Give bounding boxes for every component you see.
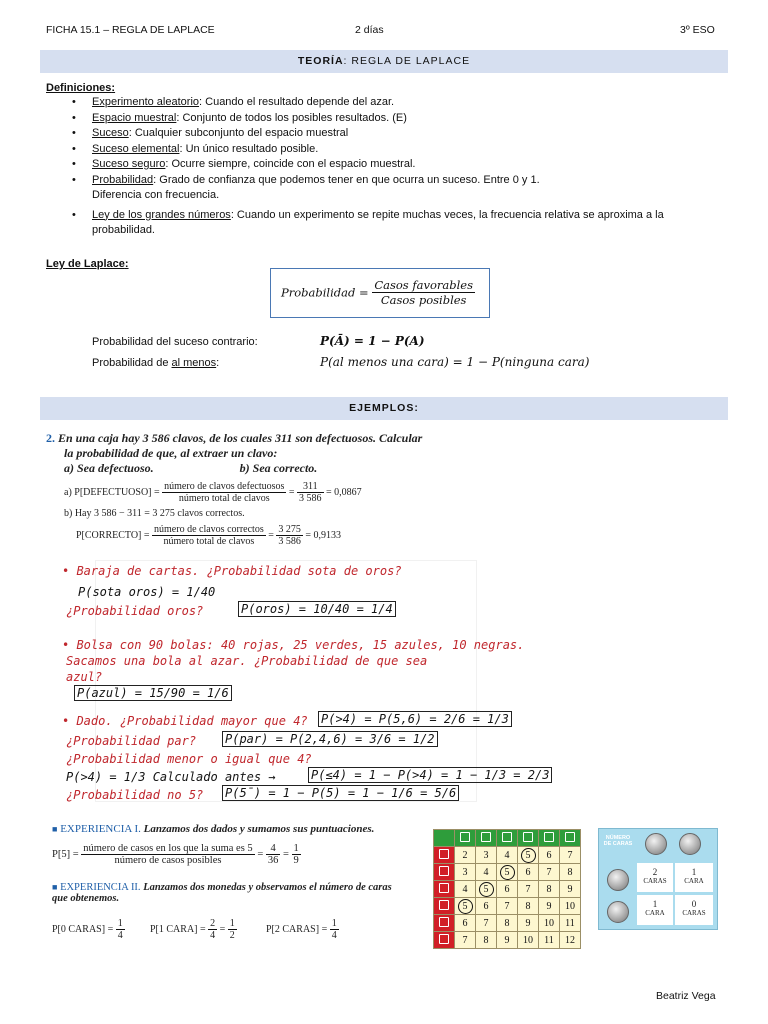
laplace-formula-box — [270, 268, 490, 318]
experiencia2-formula-2: P[2 CARAS] = $\frac{1}{4}$ — [266, 918, 337, 941]
die-face-icon — [439, 849, 449, 859]
coin-table — [598, 828, 718, 930]
experiencia1-formula: P[5] = $\frac{\text{número de casos en los que la suma es 5}}{\text{número de casos posibles}}$ = $\frac{4}{36}$ = $\frac{1}{9}$ — [52, 843, 299, 866]
die-face-icon — [439, 917, 449, 927]
almenos-label: Probabilidad de al menos: — [92, 357, 220, 369]
definition-item: • Suceso elemental: Un único resultado posible. — [55, 142, 715, 158]
hand-line: • Dado. ¿Probabilidad mayor que 4? — [62, 714, 308, 728]
die-face-icon — [460, 832, 470, 842]
hand-line: azul? — [66, 670, 103, 684]
die-face-icon — [502, 832, 512, 842]
hand-line: P(par) = P(2,4,6) = 3/6 = 1/2 — [222, 732, 438, 746]
header-course: 3º ESO — [680, 24, 715, 36]
coin-cell: 1 CARA — [675, 863, 713, 892]
theory-band-rest: : REGLA DE LAPLACE — [343, 55, 471, 67]
almenos-formula: P(al menos una cara) = 1 − P(ninguna cara) — [320, 355, 590, 369]
definition-item: • Suceso: Cualquier subconjunto del espacio muestral — [55, 126, 715, 142]
coin-icon — [679, 833, 701, 855]
hand-line: ¿Probabilidad no 5? — [66, 788, 204, 802]
coin-icon — [607, 869, 629, 891]
experiencia2-formula-1: P[1 CARA] = $\frac{2}{4}$ = $\frac{1}{2}$ — [150, 918, 235, 941]
die-face-icon — [481, 832, 491, 842]
coin-cell: 2 CARAS — [637, 863, 673, 892]
book-b-line: b) Hay 3 586 − 311 = 3 275 clavos correctos. — [64, 508, 245, 519]
book-formula-b: P[CORRECTO] = $\frac{\text{número de clavos correctos}}{\text{número total de clavos}}$ = $\frac{3 275}{3 586}$ = 0,9133 — [76, 524, 341, 547]
theory-band-bold: TEORÍA — [297, 55, 344, 67]
definition-item: • Experimento aleatorio: Cuando el resultado depende del azar. — [55, 95, 715, 111]
die-face-icon — [439, 900, 449, 910]
laplace-denominator: Casos posibles — [380, 293, 467, 307]
laplace-numerator: Casos favorables — [374, 278, 473, 292]
definitions-list — [55, 95, 715, 239]
coin-cell: 0 CARAS — [675, 895, 713, 925]
definition-item: • Probabilidad: Grado de confianza que podemos tener en que ocurra un suceso. Entre 0 y 1. Diferencia con frecuencia. — [55, 173, 715, 204]
book-formula-a: a) P[DEFECTUOSO] = $\frac{\text{número de clavos defectuosos}}{\text{número total de clavos}}$ = $\frac{311}{3 586}$ = 0,0867 — [64, 481, 362, 504]
die-face-icon — [439, 866, 449, 876]
hand-line: ¿Probabilidad menor o igual que 4? — [66, 752, 312, 766]
hand-line: Sacamos una bola al azar. ¿Probabilidad de que sea — [66, 654, 428, 668]
coin-cell: 1 CARA — [637, 895, 673, 925]
hand-line: P(azul) = 15/90 = 1/6 — [74, 686, 232, 700]
die-face-icon — [544, 832, 554, 842]
hand-line: • Baraja de cartas. ¿Probabilidad sota de oros? — [62, 564, 402, 578]
experiencia2-title: ■ EXPERIENCIA II. Lanzamos dos monedas y observamos el número de caras que obtenemos. — [52, 882, 392, 904]
laplace-lhs: Probabilidad = — [281, 285, 369, 300]
definitions-title: Definiciones: — [46, 82, 116, 94]
hand-line: P(≤4) = 1 − P(>4) = 1 − 1/3 = 2/3 — [308, 768, 552, 782]
definition-item: • Espacio muestral: Conjunto de todos los posibles resultados. (E) — [55, 111, 715, 127]
footer-author: Beatriz Vega — [656, 990, 716, 1002]
header-duration: 2 días — [355, 24, 384, 36]
die-face-icon — [565, 832, 575, 842]
die-face-icon — [439, 883, 449, 893]
header-title: FICHA 15.1 – REGLA DE LAPLACE — [46, 24, 215, 36]
hand-line: ¿Probabilidad par? — [66, 734, 197, 748]
contrary-formula: P(Ā) = 1 − P(A) — [320, 334, 425, 348]
coin-table-header: NÚMERO DE CARAS — [603, 835, 633, 847]
dice-sum-table: 2 3 4 5 6 7 3 4 5 6 7 8 4 5 6 7 8 9 5 6 7 8 9 10 6 7 8 9 10 11 7 8 9 10 11 12 — [433, 829, 581, 949]
book-example: 2. En una caja hay 3 586 clavos, de los cuales 311 son defectuosos. Calcular la probabilidad de que, al extraer un clavo: a) Sea defectuoso. b) Sea correcto. — [46, 431, 423, 475]
contrary-label: Probabilidad del suceso contrario: — [92, 336, 258, 348]
hand-line: P(sota oros) = 1/40 — [78, 585, 216, 599]
laplace-title: Ley de Laplace: — [46, 258, 129, 270]
hand-line: P(>4) = 1/3 Calculado antes → — [66, 770, 276, 784]
die-face-icon — [439, 934, 449, 944]
theory-band — [40, 50, 728, 73]
hand-line: • Bolsa con 90 bolas: 40 rojas, 25 verdes, 15 azules, 10 negras. — [62, 638, 525, 652]
die-face-icon — [523, 832, 533, 842]
hand-line: P(5̄) = 1 − P(5) = 1 − 1/6 = 5/6 — [222, 786, 459, 800]
hand-line: ¿Probabilidad oros? — [66, 604, 204, 618]
examples-band: EJEMPLOS: — [40, 397, 728, 420]
coin-icon — [645, 833, 667, 855]
hand-line: P(oros) = 10/40 = 1/4 — [238, 602, 396, 616]
experiencia2-formula-0: P[0 CARAS] = $\frac{1}{4}$ — [52, 918, 123, 941]
definition-item: • Ley de los grandes números: Cuando un experimento se repite muchas veces, la frecuencia relativa se aproxima a la probabilidad. — [55, 208, 715, 239]
experiencia1-title: ■ EXPERIENCIA I. Lanzamos dos dados y sumamos sus puntuaciones. — [52, 823, 375, 835]
definition-item: • Suceso seguro: Ocurre siempre, coincide con el espacio muestral. — [55, 157, 715, 173]
hand-line: P(>4) = P(5,6) = 2/6 = 1/3 — [318, 712, 512, 726]
coin-icon — [607, 901, 629, 923]
